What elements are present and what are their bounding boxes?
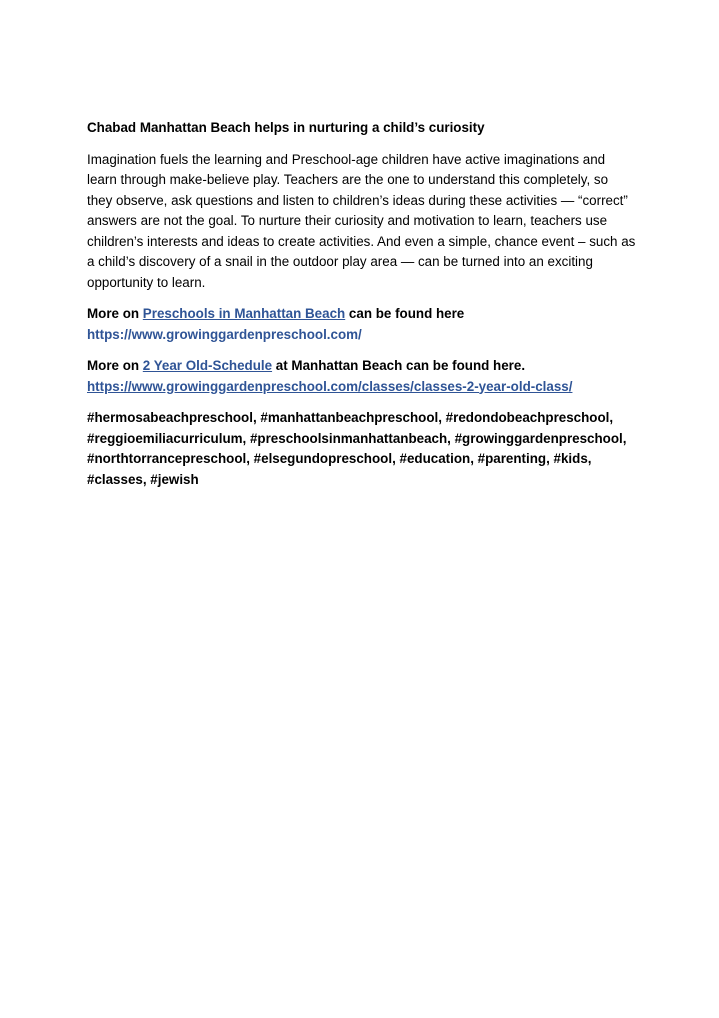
document-title: Chabad Manhattan Beach helps in nurturing a child’s curiosity bbox=[87, 120, 485, 135]
preschools-manhattan-beach-link[interactable]: Preschools in Manhattan Beach bbox=[142, 306, 346, 321]
hashtags-paragraph: #hermosabeachpreschool, #manhattanbeachpreschool, #redondobeachpreschool, #reggioemiliacurriculum, #preschoolsinmanhattanbeach, #growinggardenpreschool, #northtorrancepreschool, #elsegundopreschool, #education, #parenting, #kids, #classes, #jewish bbox=[87, 410, 627, 487]
two-year-old-schedule-link[interactable]: 2 Year Old-Schedule bbox=[142, 358, 273, 373]
growing-garden-home-url[interactable]: https://www.growinggardenpreschool.com/ bbox=[87, 326, 362, 342]
more-preschools-prefix: More on bbox=[87, 306, 143, 321]
more-schedule-suffix: at Manhattan Beach can be found here. bbox=[272, 358, 526, 373]
more-preschools-suffix: can be found here bbox=[345, 306, 465, 321]
body-paragraph: Imagination fuels the learning and Preschool-age children have active imaginations and learn through make-believe play. Teachers are the one to understand this completely, so they observe, ask questions and listen to children’s ideas during these activities — “correct” answers are not the goal. To nurture their curiosity and motivation to learn, teachers use children’s interests and ideas to create activities. And even a simple, chance event – such as a child’s discovery of a snail in the outdoor play area — can be turned into an exciting opportunity to learn. bbox=[87, 151, 636, 290]
two-year-old-class-url[interactable]: https://www.growinggardenpreschool.com/classes/classes-2-year-old-class/ bbox=[87, 378, 573, 394]
document-content bbox=[87, 118, 637, 490]
more-schedule-prefix: More on bbox=[87, 358, 143, 373]
more-schedule-paragraph bbox=[87, 356, 637, 397]
more-preschools-paragraph bbox=[87, 304, 637, 345]
